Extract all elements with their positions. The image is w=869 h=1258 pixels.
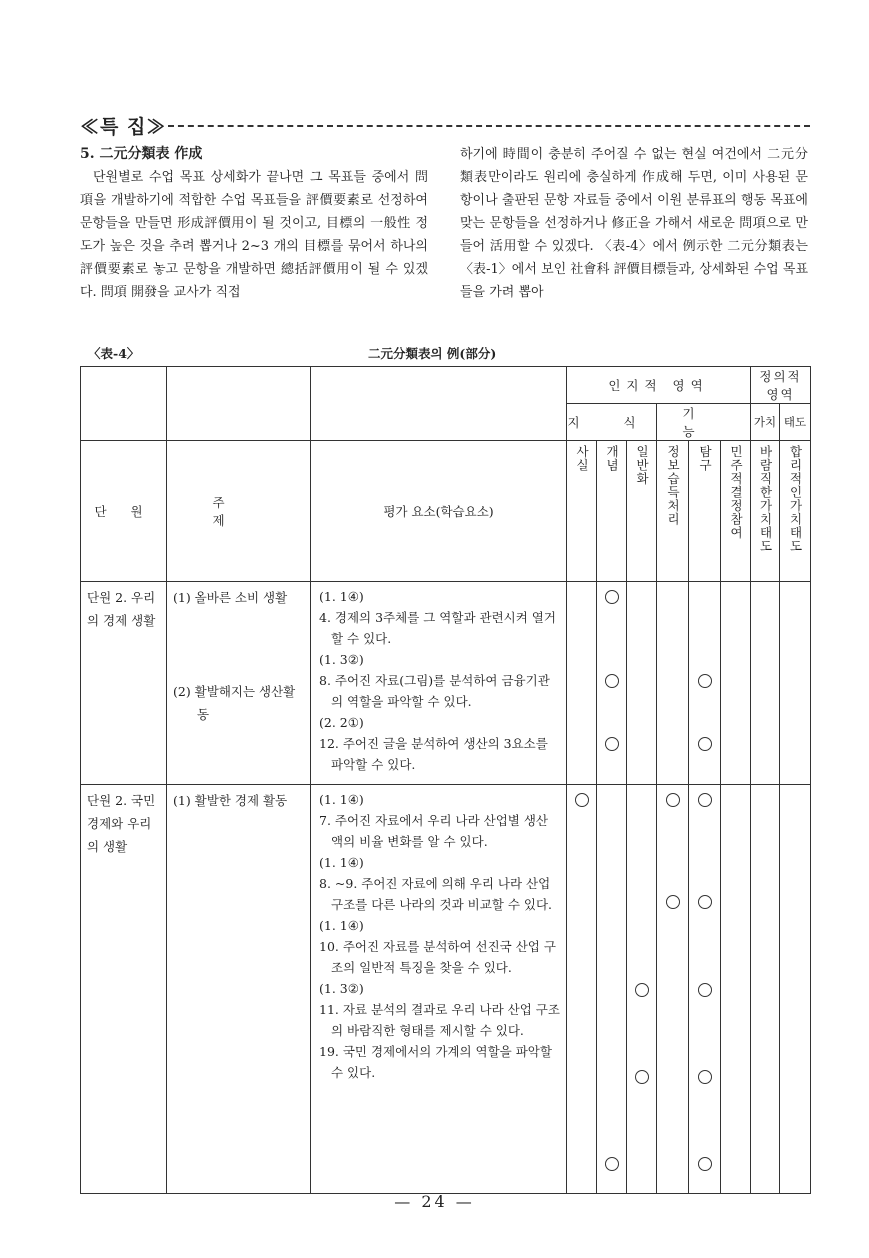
item-code: (1. 1④) <box>319 918 364 933</box>
mark-cell <box>780 785 811 1194</box>
circle-mark <box>698 1070 712 1084</box>
right-paragraph: 하기에 時間이 충분히 주어질 수 없는 현실 여건에서 二元分類表만이라도 원리에 충실하게 作成해 두면, 이미 사용된 문항이나 출판된 문항 자료들 중에서 이원 분류표의 행동 목표에 맞는 문항들을 선정하거나 修正을 가해서 새로운 問項으로 만들어 活用할 수 있겠다. 〈表-4〉에서 例示한 二元分類表는 〈表-1〉에서 보인 社會科 評價目標들과, 상세화된 수업 목표들을 가려 뽑아 <box>460 147 808 300</box>
table-row <box>81 582 811 785</box>
table-label: 〈表-4〉 <box>88 346 140 361</box>
header-row-columns <box>81 441 811 582</box>
circle-mark <box>698 793 712 807</box>
table-row <box>81 785 811 1194</box>
item-code: (1. 1④) <box>319 792 364 807</box>
mark-cell <box>751 785 780 1194</box>
circle-mark <box>635 1070 649 1084</box>
item-text: 11. 자료 분석의 결과로 우리 나라 산업 구조의 바람직한 형태를 제시할 수 있다. <box>319 1002 560 1038</box>
items-column-header: 평가 요소(학습요소) <box>311 441 567 582</box>
fact-header: 사실 <box>574 445 590 472</box>
mark-cell <box>627 785 657 1194</box>
circle-mark <box>605 737 619 751</box>
item-code: (1. 1④) <box>319 589 364 604</box>
item-text: 8. ~9. 주어진 자료에 의해 우리 나라 산업 구조를 다른 나라의 것과 비교할 수 있다. <box>319 876 553 912</box>
desirable-value-header: 바람직한가치태도 <box>758 445 774 553</box>
mark-cell <box>689 785 721 1194</box>
mark-cell <box>751 582 780 785</box>
item-text: 7. 주어진 자료에서 우리 나라 산업별 생산액의 비율 변화를 알 수 있다. <box>319 813 548 849</box>
circle-mark <box>575 793 589 807</box>
circle-mark <box>635 983 649 997</box>
mark-cell <box>627 582 657 785</box>
rational-value-header: 합리적인가치태도 <box>788 445 804 553</box>
classification-table <box>80 366 811 1194</box>
item-code: (1. 1④) <box>319 855 364 870</box>
item-code: (1. 3②) <box>319 652 364 667</box>
left-column <box>80 143 428 304</box>
mark-cell <box>689 582 721 785</box>
cognitive-domain-header: 인지적 영역 <box>567 367 751 404</box>
circle-mark <box>698 737 712 751</box>
circle-mark <box>666 793 680 807</box>
generalization-header: 일반화 <box>634 445 650 486</box>
inquiry-header: 탐구 <box>697 445 713 472</box>
value-header: 가치 <box>751 404 780 441</box>
mark-cell <box>567 785 597 1194</box>
section-heading: 5. 二元分類表 作成 <box>80 146 203 162</box>
page-number: — 24 — <box>394 1192 475 1211</box>
unit-cell: 단원 2. 국민경제와 우리의 생활 <box>81 785 167 1194</box>
table-caption <box>88 344 808 364</box>
feature-title: ≪특 집≫ <box>80 115 167 138</box>
topic-cell <box>167 785 311 1194</box>
circle-mark <box>698 983 712 997</box>
mark-cell <box>657 582 689 785</box>
item-text: 10. 주어진 자료를 분석하여 선진국 산업 구조의 일반적 특징을 찾을 수 있다. <box>319 939 556 975</box>
info-processing-header: 정보습득처리 <box>665 445 681 526</box>
circle-mark <box>605 1157 619 1171</box>
header-dashed-rule <box>168 125 810 127</box>
header-blank-unit <box>81 367 167 441</box>
item-code: (1. 3②) <box>319 981 364 996</box>
circle-mark <box>698 674 712 688</box>
feature-header <box>80 112 810 138</box>
circle-mark <box>605 674 619 688</box>
item-text: 4. 경제의 3주체를 그 역할과 관련시켜 열거할 수 있다. <box>319 610 556 646</box>
unit-cell: 단원 2. 우리의 경제 생활 <box>81 582 167 785</box>
mark-cell <box>721 785 751 1194</box>
circle-mark <box>666 895 680 909</box>
table-title: 二元分類表의 例(部分) <box>368 346 497 361</box>
right-column <box>460 143 808 304</box>
skill-header: 기 능 <box>657 404 751 441</box>
mark-cell <box>657 785 689 1194</box>
circle-mark <box>698 1157 712 1171</box>
affective-domain-header: 정의적 영역 <box>751 367 811 404</box>
topic-label: (1) 활발한 경제 활동 <box>173 793 288 808</box>
mark-cell <box>567 582 597 785</box>
mark-cell <box>597 785 627 1194</box>
topic-cell <box>167 582 311 785</box>
header-row-domains <box>81 367 811 404</box>
topic-column-header: 주 제 <box>167 441 311 582</box>
circle-mark <box>605 590 619 604</box>
concept-header: 개념 <box>604 445 620 472</box>
item-text: 8. 주어진 자료(그림)를 분석하여 금융기관의 역할을 파악할 수 있다. <box>319 673 550 709</box>
democratic-decision-header: 민주적결정참여 <box>728 445 744 540</box>
mark-cell <box>721 582 751 785</box>
item-text: 19. 국민 경제에서의 가계의 역할을 파악할 수 있다. <box>319 1044 552 1080</box>
mark-cell <box>780 582 811 785</box>
knowledge-header: 지 식 <box>567 404 657 441</box>
topic-label: (1) 올바른 소비 생활 <box>173 590 288 605</box>
circle-mark <box>698 895 712 909</box>
left-paragraph: 단원별로 수업 목표 상세화가 끝나면 그 목표들 중에서 問項을 개발하기에 적합한 수업 목표들을 評價要素로 선정하여 문항들을 만들면 形成評價用이 될 것이고, 目標의 一般性 정도가 높은 것을 추려 뽑거나 2~3 개의 目標를 묶어서 하나의 評價要素로 놓고 문항을 개발하면 總括評價用이 될 수 있겠다. 問項 開發을 교사가 직접 <box>80 170 428 300</box>
attitude-header: 태도 <box>780 404 811 441</box>
topic-label: (2) 활발해지는 생산활동 <box>173 684 296 722</box>
header-blank-topic <box>167 367 311 441</box>
items-cell <box>311 785 567 1194</box>
header-blank-items <box>311 367 567 441</box>
item-text: 12. 주어진 글을 분석하여 생산의 3요소를 파악할 수 있다. <box>319 736 548 772</box>
item-code: (2. 2①) <box>319 715 364 730</box>
items-cell <box>311 582 567 785</box>
mark-cell <box>597 582 627 785</box>
unit-column-header: 단 원 <box>81 441 167 582</box>
